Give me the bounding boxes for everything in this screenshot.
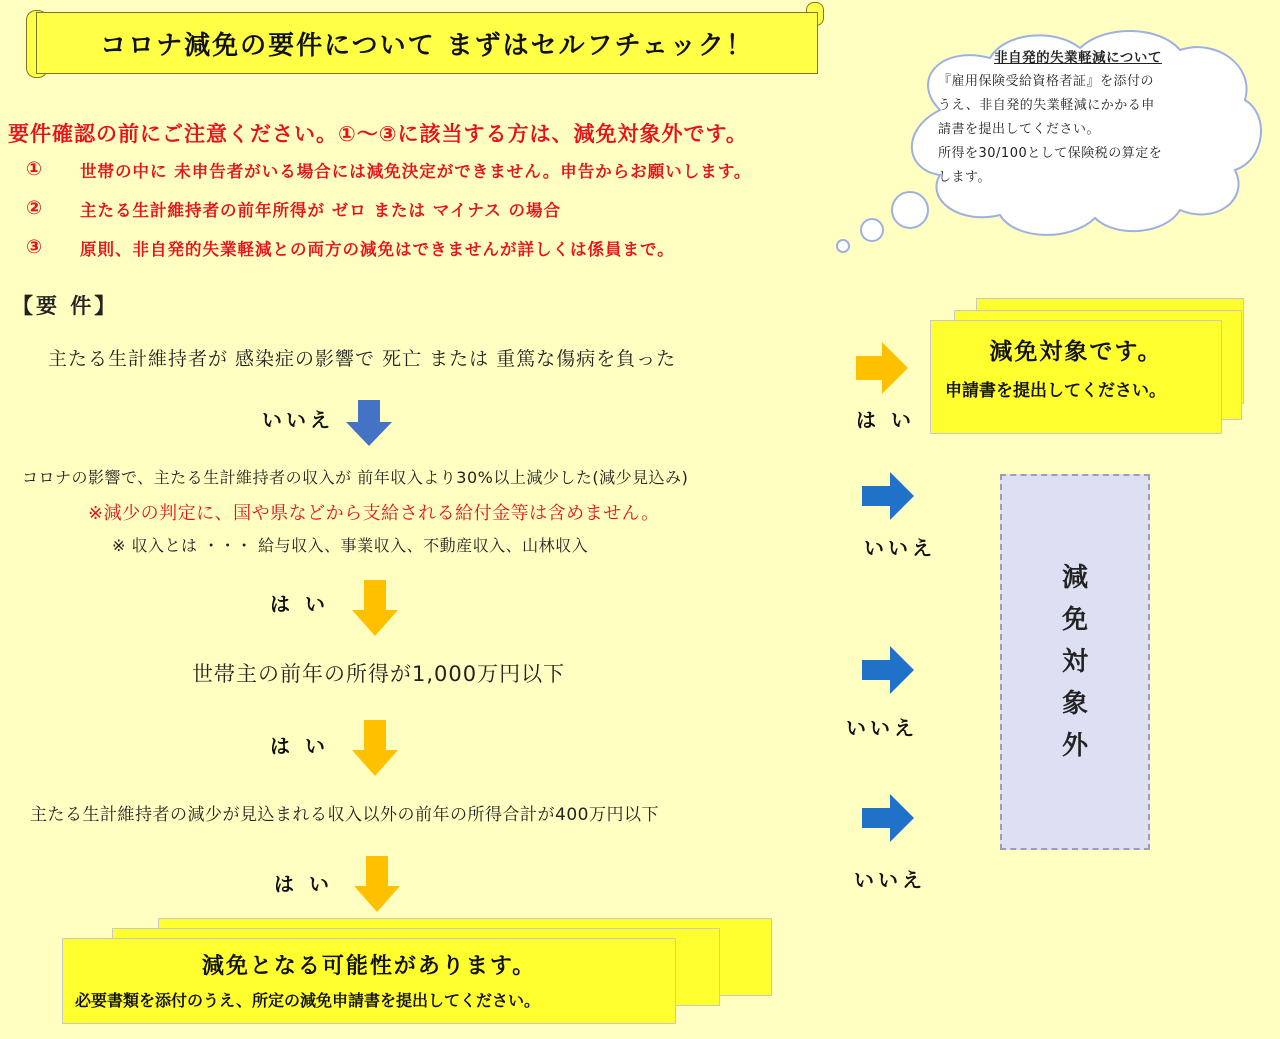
note-number: ③ [26,236,44,258]
cloud-line: 所得を30/100として保険税の算定を [938,146,1163,161]
question-3: 世帯主の前年の所得が1,000万円以下 [192,662,566,686]
result-eligible-card [930,320,1222,434]
note-text: 原則、非自発的失業軽減との両方の減免はできませんが詳しくは係員まで。 [80,240,675,259]
banner-title: コロナ減免の要件について まずはセルフチェック！ [36,12,818,74]
label-yes: は い [856,408,915,432]
note-number: ② [26,197,44,219]
label-yes: は い [270,592,329,616]
label-no: いいえ [864,536,936,560]
result-not-eligible-char: 外 [1061,731,1088,761]
cloud-line: 『雇用保険受給資格者証』を添付の [938,74,1155,89]
note-text: 主たる生計維持者の前年所得が ゼロ または マイナス の場合 [80,201,561,220]
arrow-down-yellow [354,856,400,912]
cloud-line: します。 [938,170,991,185]
label-yes: は い [270,734,329,758]
arrow-down-blue [346,400,392,446]
result-eligible-title: 減免対象です。 [989,339,1163,365]
arrow-right-yellow [856,342,908,394]
question-4: 主たる生計維持者の減少が見込まれる収入以外の前年の所得合計が400万円以下 [30,805,659,825]
question-2: コロナの影響で、主たる生計維持者の収入が 前年収入より30%以上減少した(減少見込み) [22,468,689,487]
cloud-title: 非自発的失業軽減について [994,50,1162,66]
result-possible-card [62,938,676,1024]
result-not-eligible-box [1000,474,1150,850]
result-possible-title: 減免となる可能性があります。 [201,954,537,979]
note-number: ① [26,158,44,180]
result-possible-sub: 必要書類を添付のうえ、所定の減免申請書を提出してください。 [75,991,540,1010]
arrow-right-blue [862,472,914,520]
question-2-note: ※ 収入とは ・・・ 給与収入、事業収入、不動産収入、山林収入 [112,536,589,555]
note-row [26,158,751,182]
arrow-right-blue [862,794,914,842]
result-eligible-sub: 申請書を提出してください。 [945,381,1166,401]
note-text: 世帯の中に 未申告者がいる場合には減免決定ができません。申告からお願いします。 [80,162,752,181]
result-not-eligible-char: 象 [1061,689,1088,719]
result-not-eligible-char: 免 [1061,605,1088,635]
arrow-down-yellow [352,580,398,636]
label-no: いいえ [854,868,926,892]
cloud-line: 請書を提出してください。 [938,122,1101,137]
note-row [26,197,561,221]
label-no: いいえ [846,716,918,740]
section-label: 【要 件】 [12,294,119,318]
result-not-eligible-char: 対 [1061,647,1088,677]
question-2-note-red: ※減少の判定に、国や県などから支給される給付金等は含めません。 [88,503,660,524]
cloud-line: うえ、非自発的失業軽減にかかる申 [938,98,1155,113]
result-not-eligible-char: 減 [1061,563,1088,593]
cloud-text [938,46,1218,190]
arrow-right-blue [862,646,914,694]
note-row [26,236,675,260]
warning-text: 要件確認の前にご注意ください。①～③に該当する方は、減免対象外です。 [8,122,748,146]
question-1: 主たる生計維持者が 感染症の影響で 死亡 または 重篤な傷病を負った [48,348,677,370]
arrow-down-yellow [352,720,398,776]
label-no: いいえ [262,408,334,432]
label-yes: は い [274,872,333,896]
